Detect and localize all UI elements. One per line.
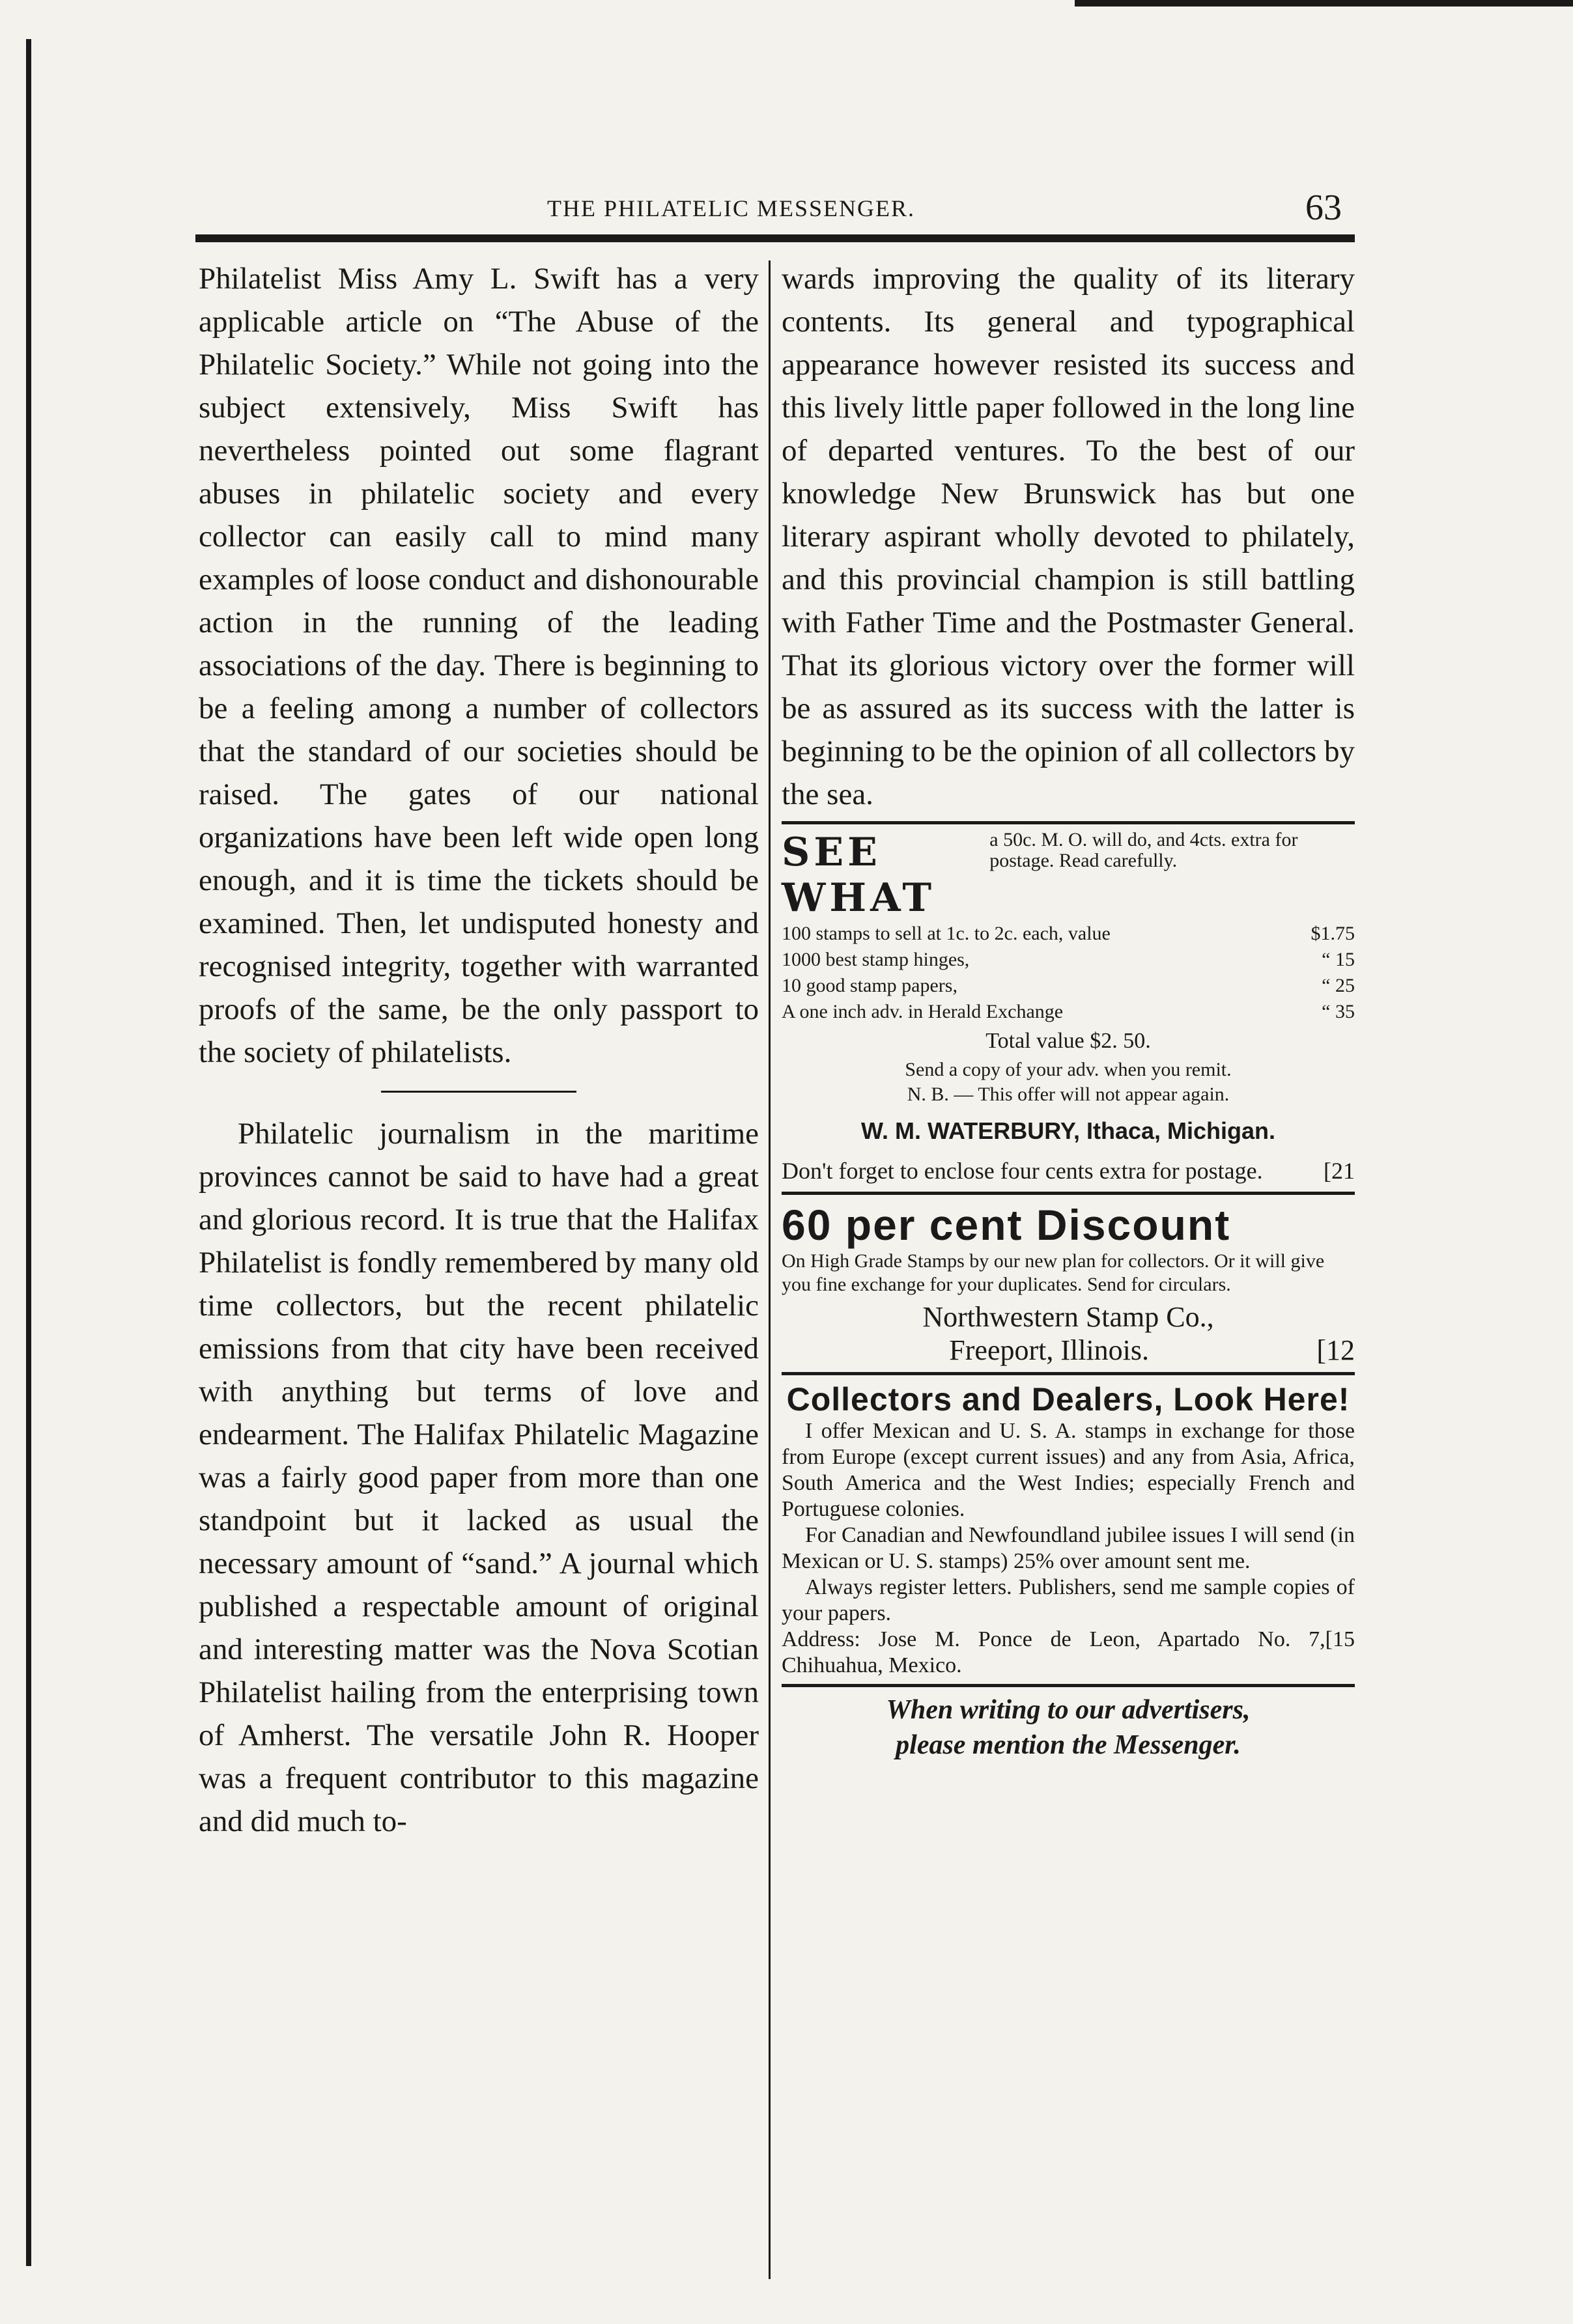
- ad-reminder: Don't forget to enclose four cents extra for postage. [21: [782, 1155, 1355, 1186]
- ad-headline: Collectors and Dealers, Look Here!: [786, 1381, 1350, 1418]
- section-divider: [381, 1091, 576, 1093]
- article-continuation: wards improving the quality of its literary contents. Its general and typographical appearance however resisted its success and this lively little paper followed in the long line of departed ventures. To the best of our knowledge New Brunswick has but one literary aspirant wholly devoted to philately, and this provincial champion is still battling with Father Time and the Postmaster General. That its glorious victory over the former will be as assured as its success with the latter is beginning to be the opinion of all collectors by the sea.: [782, 262, 1355, 811]
- article-paragraph-1: Philatelist Miss Amy L. Swift has a very applicable article on “The Abuse of the Philatelic Society.” While not going into the subject extensively, Miss Swift has nevertheless pointed out some flagrant abuses in philatelic society and every collector can easily call to mind many examples of loose conduct and dishonourable action in the running of the leading associations of the day. There is beginning to be a feeling among a number of collectors that the standard of our societies should be raised. The gates of our national organizations have been left wide open long enough, and it is time the tickets should be examined. Then, let undisputed honesty and recognised integrity, together with warranted proofs of the same, be the only passport to the society of philatelists.: [199, 262, 759, 1069]
- ad-address: Address: Jose M. Ponce de Leon, Apartado No. 7, Chihuahua, Mexico. [15: [782, 1627, 1355, 1677]
- ad-collectors-dealers: [782, 1380, 1355, 1679]
- header-rule: [195, 234, 1355, 242]
- ad-rule: [782, 1192, 1355, 1195]
- journal-title: THE PHILATELIC MESSENGER.: [547, 195, 915, 221]
- ad-note: Send a copy of your adv. when you remit.: [905, 1059, 1232, 1080]
- article-paragraph-2: Philatelic journalism in the maritime provinces cannot be said to have had a great and glorious record. It is true that the Halifax Philatelist is fondly remembered by many old time collectors, but the recent philatelic emissions from that city have been received with anything but terms of love and endearment. The Halifax Philatelic Magazine was a fairly good paper from more than one standpoint but it lacked as usual the necessary amount of “sand.” A journal which published a respectable amount of original and interesting matter was the Nova Scotian Philatelist hailing from the enterprising town of Amherst. The versatile John R. Hooper was a frequent contributor to this magazine and did much to-: [199, 1117, 759, 1838]
- left-column: [199, 257, 759, 1843]
- page-number: 63: [1305, 188, 1342, 228]
- ad-reference: [12: [1316, 1334, 1355, 1366]
- ad-rule: [782, 821, 1355, 824]
- offer-total: Total value $2. 50.: [985, 1029, 1151, 1053]
- ad-reference: [21: [1324, 1158, 1355, 1184]
- offer-item: A one inch adv. in Herald Exchange “ 35: [782, 1001, 1355, 1022]
- ad-headline: 60 per cent Discount: [782, 1201, 1231, 1249]
- ad-reference: [15: [1325, 1627, 1355, 1651]
- ad-note: N. B. — This offer will not appear again.: [907, 1084, 1230, 1105]
- ad-paragraph: Always register letters. Publishers, send me sample copies of your papers.: [782, 1575, 1355, 1625]
- company-name: Northwestern Stamp Co.,: [922, 1301, 1214, 1333]
- running-header: [195, 188, 1355, 231]
- top-edge-rule: [1075, 0, 1573, 7]
- ad-headnote: a 50c. M. O. will do, and 4cts. extra for postage. Read carefully.: [989, 829, 1298, 871]
- ad-paragraph: For Canadian and Newfoundland jubilee issues I will send (in Mexican or U. S. stamps) 25% over amount sent me.: [782, 1523, 1355, 1573]
- offer-list: [782, 921, 1355, 1025]
- ad-discount: [782, 1200, 1355, 1367]
- ad-rule: [782, 1372, 1355, 1375]
- ad-headline: SEE WHAT: [782, 830, 935, 921]
- ad-mention-messenger: When writing to our advertisers, please mention the Messenger.: [886, 1695, 1251, 1760]
- ad-see-what: [782, 830, 1355, 1186]
- company-city: Freeport, Illinois. [12: [949, 1334, 1355, 1366]
- right-column: [782, 257, 1355, 1763]
- offer-item: 10 good stamp papers, “ 25: [782, 975, 1355, 996]
- ad-paragraph: I offer Mexican and U. S. A. stamps in exchange for those from Europe (except current issues) and any from Asia, Africa, South America and the West Indies; especially French and Portuguese colonies.: [782, 1419, 1355, 1521]
- offer-item: 100 stamps to sell at 1c. to 2c. each, value $1.75: [782, 923, 1355, 944]
- offer-item: 1000 best stamp hinges, “ 15: [782, 949, 1355, 970]
- ad-body: On High Grade Stamps by our new plan for collectors. Or it will give you fine exchange for your duplicates. Send for circulars.: [782, 1250, 1325, 1295]
- ad-rule: [782, 1684, 1355, 1687]
- page-edge-border: [26, 39, 31, 2266]
- column-divider: [769, 260, 771, 2279]
- advertiser-signature: W. M. WATERBURY, Ithaca, Michigan.: [860, 1117, 1276, 1144]
